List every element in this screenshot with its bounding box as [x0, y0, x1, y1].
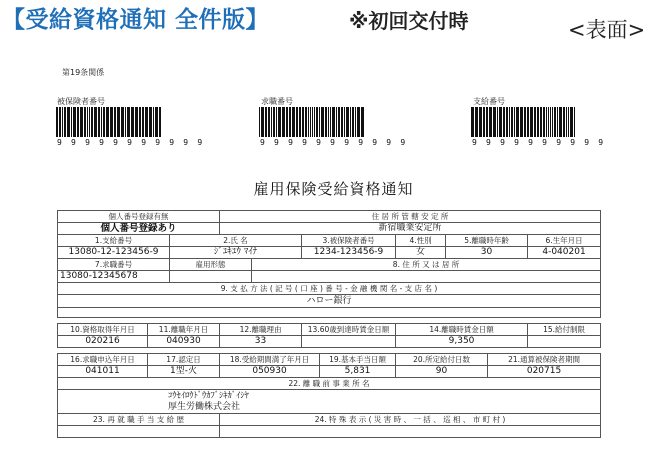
barcode-bar — [497, 107, 498, 137]
barcode-bar — [273, 107, 275, 137]
barcode-bar — [499, 107, 502, 137]
barcode-bar — [516, 107, 519, 137]
barcode-bar — [361, 107, 364, 137]
label-insured-period: 21.通算被保険者期間 — [488, 354, 601, 366]
barcode-bar — [559, 107, 562, 137]
page-heading: 【受給資格通知 全件版】 — [2, 7, 270, 33]
value-benefit-days: 90 — [396, 366, 488, 378]
barcode-bar — [67, 107, 70, 137]
barcode-bar — [282, 107, 285, 137]
barcode-bar — [56, 107, 58, 137]
barcode-bar — [506, 107, 508, 137]
barcode-bar — [139, 107, 141, 137]
label-office: 住 居 所 管 轄 安 定 所 — [220, 211, 601, 223]
payment-method-blank — [58, 308, 601, 318]
value-age: 30 — [446, 247, 528, 259]
employer-name: 厚生労働株式会社 — [168, 401, 241, 412]
barcode-bar — [312, 107, 313, 137]
barcode-bar — [271, 107, 272, 137]
barcode-bar — [316, 107, 318, 137]
barcode-bar — [80, 107, 83, 137]
label-period-expiry: 18.受給期間満了年月日 — [220, 354, 320, 366]
value-benefit-restriction — [528, 336, 601, 348]
barcode-bar — [110, 107, 113, 137]
barcode-bar — [153, 107, 154, 137]
barcode-bar — [278, 107, 281, 137]
label-application-date: 16.求職申込年月日 — [58, 354, 148, 366]
barcode-bar — [524, 107, 526, 137]
barcode-bar — [310, 107, 311, 137]
barcode-bar — [319, 107, 320, 137]
barcode-bar — [357, 107, 360, 137]
barcode-bar — [475, 107, 478, 137]
value-insured-number: 1234-123456-9 — [302, 247, 396, 259]
barcode-bar — [527, 107, 529, 137]
barcode-bar — [289, 107, 291, 137]
barcode-bar — [305, 107, 307, 137]
barcode-bar — [77, 107, 79, 137]
label-job-number: 7.求職番号 — [58, 259, 170, 271]
barcode-digits-payment: 9 9 9 9 9 9 9 9 9 9 — [472, 138, 606, 147]
barcode-bar — [268, 107, 270, 137]
barcode-bar — [550, 107, 551, 137]
barcode-bar — [71, 107, 72, 137]
value-daily-allowance: 5,831 — [320, 366, 396, 378]
barcode-bar — [87, 107, 88, 137]
barcode-bar — [259, 107, 260, 137]
barcode-bar — [91, 107, 93, 137]
barcode-bar — [276, 107, 277, 137]
label-mynumber-status: 個人番号登録有無 — [58, 211, 220, 223]
barcode-bar — [314, 107, 315, 137]
barcode-bar — [489, 107, 492, 137]
barcode-bar — [159, 107, 161, 137]
label-address: 8. 住 所 又 は 居 所 — [252, 259, 601, 271]
barcode-bar — [73, 107, 76, 137]
barcode-bar — [540, 107, 542, 137]
barcode-bar — [548, 107, 549, 137]
barcode-bar — [302, 107, 304, 137]
value-period-expiry: 050930 — [220, 366, 320, 378]
label-employment-type: 雇用形態 — [170, 259, 252, 271]
barcode-bar — [149, 107, 152, 137]
barcode-bar — [574, 107, 575, 137]
barcode-bar — [330, 107, 331, 137]
label-separation-reason: 12.離職理由 — [220, 324, 302, 336]
form-title: 雇用保険受給資格通知 — [253, 180, 414, 198]
barcode-bar — [117, 107, 120, 137]
side-label: <表面> — [568, 18, 646, 42]
barcode-bar — [89, 107, 90, 137]
barcode-bar — [483, 107, 485, 137]
barcode-bar — [511, 107, 513, 137]
barcode-bar — [534, 107, 536, 137]
barcode-bar — [62, 107, 63, 137]
barcode-bar — [503, 107, 505, 137]
value-address — [252, 271, 601, 283]
label-name: 2.氏 名 — [170, 235, 302, 247]
value-wage-at-60 — [302, 336, 396, 348]
label-wage-at-separation: 14.離職時賃金日額 — [396, 324, 528, 336]
value-name: ｼﾞﾕｷﾕｳ ﾏｲﾅ — [170, 247, 302, 259]
value-wage-at-separation: 9,350 — [396, 336, 528, 348]
value-payment-method: ハロー銀行 — [58, 295, 601, 308]
barcode-bar — [537, 107, 539, 137]
barcode-bar — [121, 107, 124, 137]
barcode-digits-job: 9 9 9 9 9 9 9 9 9 9 9 — [260, 138, 408, 147]
value-gender: 女 — [396, 247, 446, 259]
barcode-bar — [493, 107, 496, 137]
label-payment-method: 9. 支 払 方 法 ( 記 号 ( 口 座 ) 番 号 - 金 融 機 関 名 - 支 店 名 ) — [58, 283, 601, 295]
barcode-bar — [103, 107, 105, 137]
barcode-bar — [155, 107, 158, 137]
value-certification-day: 1型-火 — [148, 366, 220, 378]
barcode-bar — [530, 107, 533, 137]
barcode-bar — [355, 107, 356, 137]
barcode-insured — [56, 107, 162, 137]
barcode-bar — [479, 107, 482, 137]
label-daily-allowance: 19.基本手当日額 — [320, 354, 396, 366]
value-separation-reason: 33 — [220, 336, 302, 348]
barcode-bar — [344, 107, 345, 137]
barcode-label-payment: 支給番号 — [473, 97, 505, 106]
label-birthdate: 6.生年月日 — [528, 235, 601, 247]
article-label: 第19条関係 — [62, 68, 105, 77]
value-birthdate: 4-040201 — [528, 247, 601, 259]
barcode-bar — [299, 107, 301, 137]
value-payment-number: 13080-12-123456-9 — [58, 247, 170, 259]
barcode-bar — [546, 107, 547, 137]
barcode-bar — [265, 107, 267, 137]
barcode-bar — [64, 107, 66, 137]
barcode-bar — [566, 107, 567, 137]
barcode-bar — [554, 107, 556, 137]
label-benefit-days: 20.所定給付日数 — [396, 354, 488, 366]
value-job-number: 13080-12345678 — [58, 271, 170, 283]
barcode-bar — [142, 107, 144, 137]
label-reemployment-history: 23. 再 就 職 手 当 支 給 歴 — [58, 414, 220, 426]
label-gender: 4.性別 — [396, 235, 446, 247]
barcode-bar — [568, 107, 569, 137]
barcode-bar — [321, 107, 324, 137]
barcode-bar — [101, 107, 102, 137]
barcode-bar — [296, 107, 298, 137]
value-previous-employer — [58, 390, 601, 414]
eligibility-form-grid — [57, 210, 601, 438]
barcode-label-insured: 被保険者番号 — [57, 97, 105, 106]
label-benefit-restriction: 15.給付制限 — [528, 324, 601, 336]
barcode-bar — [341, 107, 343, 137]
barcode-bar — [486, 107, 488, 137]
notice-document — [0, 60, 667, 463]
page-subheading: ※初回交付時 — [349, 9, 469, 33]
barcode-bar — [286, 107, 288, 137]
value-mynumber-status: 個人番号登録あり — [58, 223, 220, 235]
barcode-bar — [106, 107, 109, 137]
employer-name-kana: ｺｳｾｲﾛｳﾄﾞｳｶﾌﾞｼｷｶﾞｲｼﾔ — [168, 390, 249, 401]
barcode-bar — [570, 107, 573, 137]
barcode-digits-insured: 9 9 9 9 9 9 9 9 9 9 9 — [57, 138, 205, 147]
barcode-bar — [325, 107, 327, 137]
label-age: 5.離職時年齢 — [446, 235, 528, 247]
label-separation-date: 11.離職年月日 — [148, 324, 220, 336]
barcode-bar — [557, 107, 558, 137]
barcode-bar — [145, 107, 148, 137]
barcode-bar — [127, 107, 130, 137]
barcode-bar — [84, 107, 86, 137]
barcode-payment — [471, 107, 576, 137]
barcode-bar — [563, 107, 565, 137]
barcode-bar — [114, 107, 116, 137]
barcode-job — [259, 107, 365, 137]
barcode-bar — [552, 107, 553, 137]
value-separation-date: 040930 — [148, 336, 220, 348]
barcode-bar — [514, 107, 515, 137]
barcode-bar — [98, 107, 100, 137]
barcode-bar — [59, 107, 61, 137]
label-payment-number: 1.支給番号 — [58, 235, 170, 247]
value-reemployment-history — [58, 426, 220, 438]
barcode-bar — [543, 107, 545, 137]
barcode-label-job: 求職番号 — [261, 97, 293, 106]
label-insured-number: 3.被保険者番号 — [302, 235, 396, 247]
barcode-bar — [350, 107, 351, 137]
barcode-bar — [131, 107, 134, 137]
barcode-bar — [308, 107, 309, 137]
barcode-bar — [125, 107, 126, 137]
value-special-indication — [220, 426, 601, 438]
barcode-bar — [261, 107, 264, 137]
barcode-bar — [292, 107, 295, 137]
barcode-bar — [332, 107, 335, 137]
label-previous-employer: 22. 離 職 前 事 業 所 名 — [58, 378, 601, 390]
label-special-indication: 24. 特 殊 表 示 ( 災 害 時 、 一 括 、 巡 相 、 市 町 村 ) — [220, 414, 601, 426]
barcode-bar — [328, 107, 329, 137]
barcode-bar — [338, 107, 340, 137]
value-insured-period: 020715 — [488, 366, 601, 378]
label-wage-at-60: 13.60歳到達時賃金日額 — [302, 324, 396, 336]
value-qualification-date: 020216 — [58, 336, 148, 348]
barcode-bar — [135, 107, 138, 137]
barcode-bar — [94, 107, 97, 137]
barcode-bar — [336, 107, 337, 137]
value-office: 新宿職業安定所 — [220, 223, 601, 235]
label-qualification-date: 10.資格取得年月日 — [58, 324, 148, 336]
barcode-bar — [352, 107, 354, 137]
label-certification-day: 17.認定日 — [148, 354, 220, 366]
value-application-date: 041011 — [58, 366, 148, 378]
value-employment-type — [170, 271, 252, 283]
barcode-bar — [471, 107, 474, 137]
barcode-bar — [520, 107, 523, 137]
barcode-bar — [509, 107, 510, 137]
barcode-bar — [346, 107, 349, 137]
